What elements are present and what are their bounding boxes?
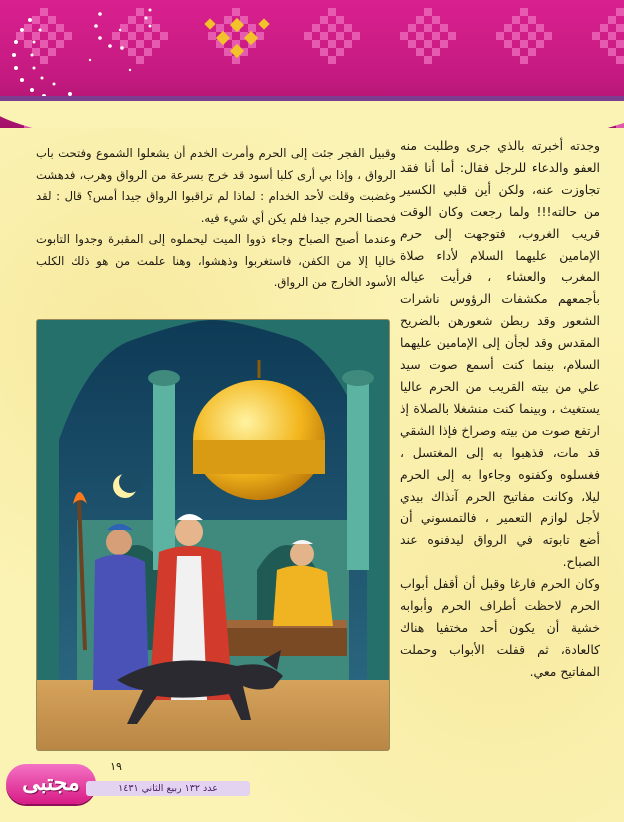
page-number: ١٩ [110,760,122,773]
story-illustration [37,320,389,750]
paragraph: وقبيل الفجر جئت إلى الحرم وأمرت الخدم أن يشعلوا الشموع وفتحت باب الرواق ، وإذا بي أرى كلبا أسود قد خرج بسرعة من الرواق وهرب، فدهشت وغضبت وقلت لأحد الخدام : لماذا لم تراقبوا الرواق جيدا أمس؟ قال : لقد فحصنا الحرم جيدا فلم يكن أي شيء فيه. [36,146,396,225]
paragraph: وجدته أخبرته بالذي جرى وطلبت منه العفو والدعاء للرجل فقال: أما أنا فقد تجاوزت عنه، ولكن أين قلبي الكسير من حالته!!! ولما رجعت وكان الوقت قريب الغروب، فتوجهت إلى حرم الإمامين عليهما السلام لأداء صلاة المغرب والعشاء ، فرأيت عياله بأجمعهم مكشفات الرؤوس ناشرات الشعور وقد ربطن شعورهن بالضريح المقدس وقد لجأن إلى الإمامين عليهما السلام، بينما كنت أسمع صوت سيد علي من بيته القريب من الحرم عاليا يستغيث ، وبينما كنت منشغلا بالصلاة إذ ارتفع صوت من بيته وصراخ فإذا الشقي قد مات، فذهبوا به إلى المغتسل ، فغسلوه وكفنوه وجاءوا به إلى الحرم ليلا، وكانت مفاتيح الحرم آنذاك بيدي لأجل لوازم التعمير ، فالتمسوني أن أضع تابوته في الرواق ليدفنوه عند الصباح. [400,138,600,570]
paragraph: وعندما أصبح الصباح وجاء ذووا الميت ليحملوه إلى المقبرة وجدوا التابوت خاليا إلا من الكفن، فاستغربوا وذهشوا، وهنا علمت من هو ذلك الكلب الأسود الخارج من الرواق. [36,232,396,289]
header-wave [0,96,624,128]
header-banner [0,0,624,128]
issue-info: عدد ١٣٢ ربيع الثاني ١٤٣١ [86,781,250,796]
article-column-right [400,135,600,683]
shrine-scene-image [37,320,389,750]
paragraph: وكان الحرم فارغا وقبل أن أقفل أبواب الحرم لاحظت أطراف الحرم وأبوابه خشية أن يكون أحد مختفيا هناك كالعادة، ثم قفلت الأبواب وحملت المفاتيح معي. [400,576,600,679]
magazine-logo: مجتبى [22,770,80,796]
article-column-top [36,143,396,294]
